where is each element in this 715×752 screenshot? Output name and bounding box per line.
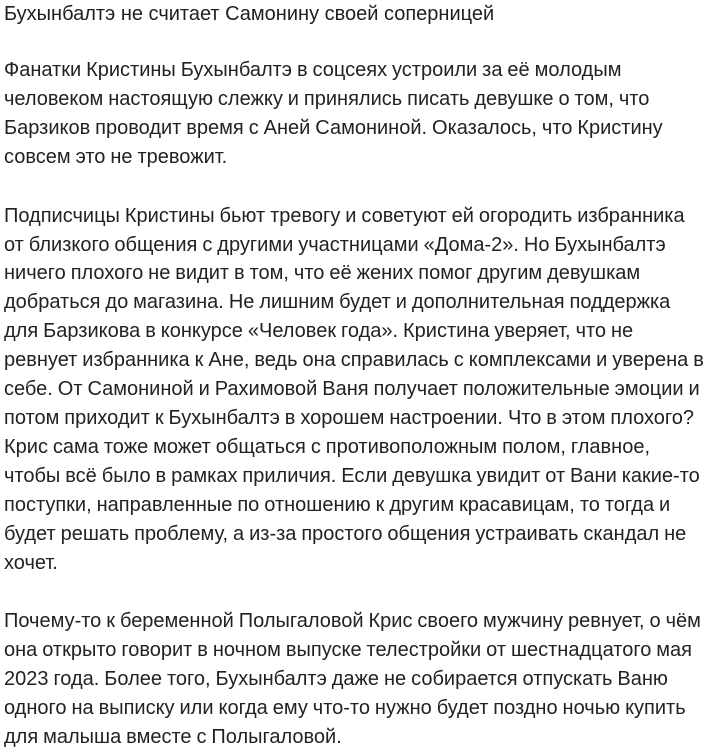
- article-paragraph-3: Почему-то к беременной Полыгаловой Крис своего мужчину ревнует, о чём она открыто говорит в ночном выпуске телестройки от шестнадцатого мая 2023 года. Более того, Бухынбалтэ даже не собирается отпускать Ваню одного на выписку или когда ему что-то нужно будет поздно ночью купить для малыша вместе с Полыгаловой.: [4, 610, 701, 749]
- article-paragraph-1: Фанатки Кристины Бухынбалтэ в соцсеях устроили за её молодым человеком настоящую слежку и принялись писать девушке о том, что Барзиков проводит время с Аней Самониной. Оказалось, что Кристину совсем это не тревожит.: [4, 59, 663, 168]
- article-paragraph-2: Подписчицы Кристины бьют тревогу и советуют ей огородить избранника от близкого общения с другими участницами «Дома-2». Но Бухынбалтэ ничего плохого не видит в том, что её жених помог другим девушкам добраться до магазина. Не лишним будет и дополнительная поддержка для Барзикова в конкурсе «Человек года». Кристина уверяет, что не ревнует избранника к Ане, ведь она справилась с комплексами и уверена в себе. От Самониной и Рахимовой Ваня получает положительные эмоции и потом приходит к Бухынбалтэ в хорошем настроении. Что в этом плохого? Крис сама тоже может общаться с противоположным полом, главное, чтобы всё было в рамках приличия. Если девушка увидит от Вани какие-то поступки, направленные по отношению к другим красавицам, то тогда и будет решать проблему, а из-за простого общения устраивать скандал не хочет.: [4, 204, 704, 574]
- article-title: Бухынбалтэ не считает Самонину своей соперницей: [4, 3, 495, 25]
